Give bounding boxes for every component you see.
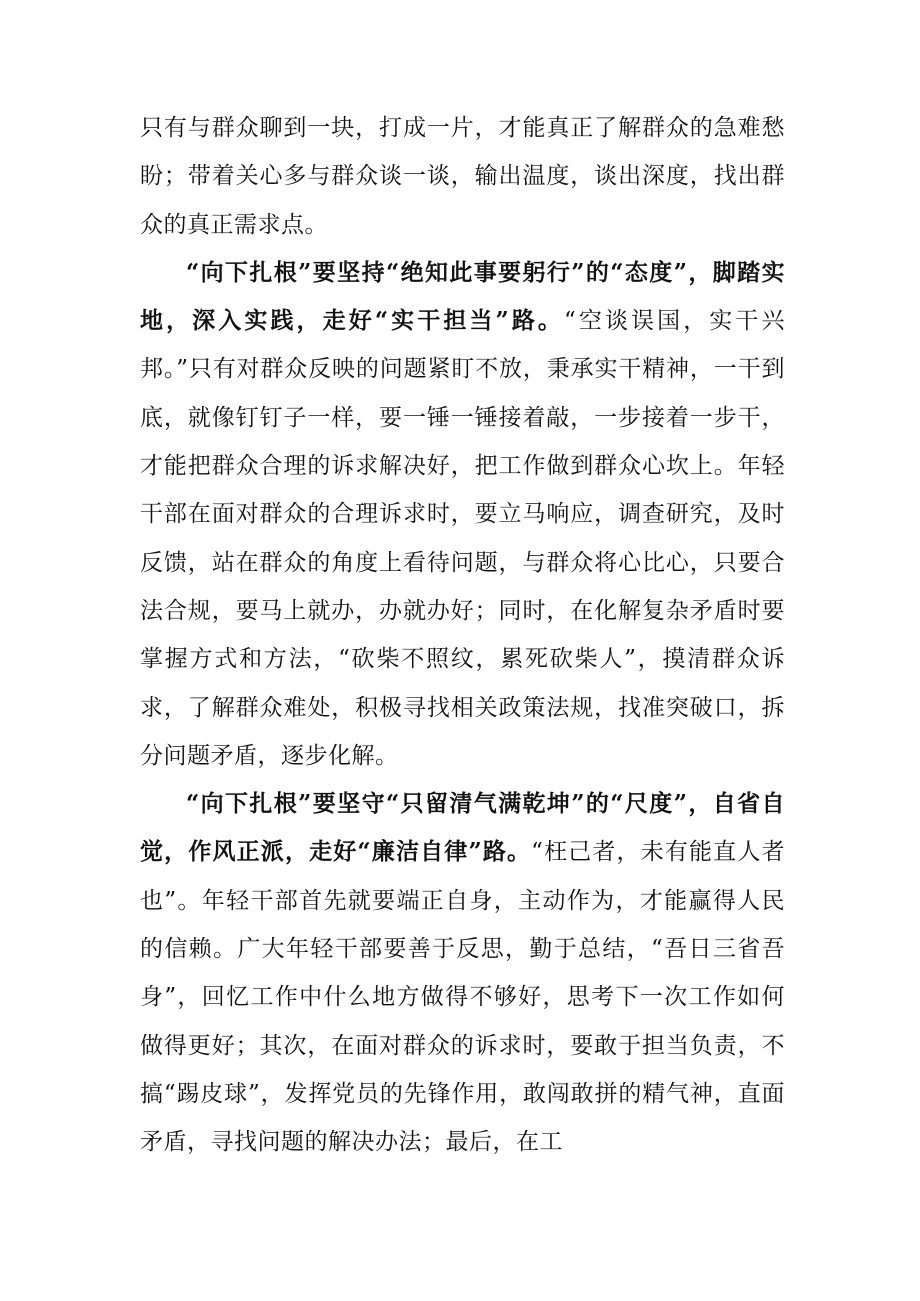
paragraph-continuation bbox=[140, 104, 785, 249]
paragraph-practice bbox=[140, 249, 785, 780]
paragraph-text: 只有与群众聊到一块，打成一片，才能真正了解群众的急难愁盼；带着关心多与群众谈一谈，输出温度，谈出深度，找出群众的真正需求点。 bbox=[140, 115, 785, 238]
paragraph-text: “枉己者，未有能直人者也”。年轻干部首先就要端正自身，主动作为，才能赢得人民的信赖。广大年轻干部要善于反思，勤于总结，“吾日三省吾身”，回忆工作中什么地方做得不够好，思考下一次工作如何做得更好；其次，在面对群众的诉求时，要敢于担当负责，不搞“踢皮球”，发挥党员的先锋作用，敢闯敢拼的精气神，直面矛盾，寻找问题的解决办法；最后，在工 bbox=[140, 839, 785, 1156]
paragraph-integrity bbox=[140, 780, 785, 1166]
paragraph-lead-heading: “向下扎根”要坚持“绝知此事要躬行”的“态度”，脚踏实地，深入实践，走好“实干担当”路。 bbox=[140, 258, 785, 335]
paragraph-text: “空谈误国，实干兴邦。”只有对群众反映的问题紧盯不放，秉承实干精神，一干到底，就像钉钉子一样，要一锤一锤接着敲，一步接着一步干，才能把群众合理的诉求解决好，把工作做到群众心坎上。年轻干部在面对群众的合理诉求时，要立马响应，调查研究，及时反馈，站在群众的角度上看待问题，与群众将心比心，只要合法合规，要马上就办，办就办好；同时，在化解复杂矛盾时要掌握方式和方法，“砍柴不照纹，累死砍柴人”，摸清群众诉求，了解群众难处，积极寻找相关政策法规，找准突破口，拆分问题矛盾，逐步化解。 bbox=[140, 308, 785, 769]
document-page bbox=[140, 104, 785, 1167]
paragraph-lead-heading: “向下扎根”要坚守“只留清气满乾坤”的“尺度”，自省自觉，作风正派，走好“廉洁自律”路。 bbox=[140, 790, 785, 866]
